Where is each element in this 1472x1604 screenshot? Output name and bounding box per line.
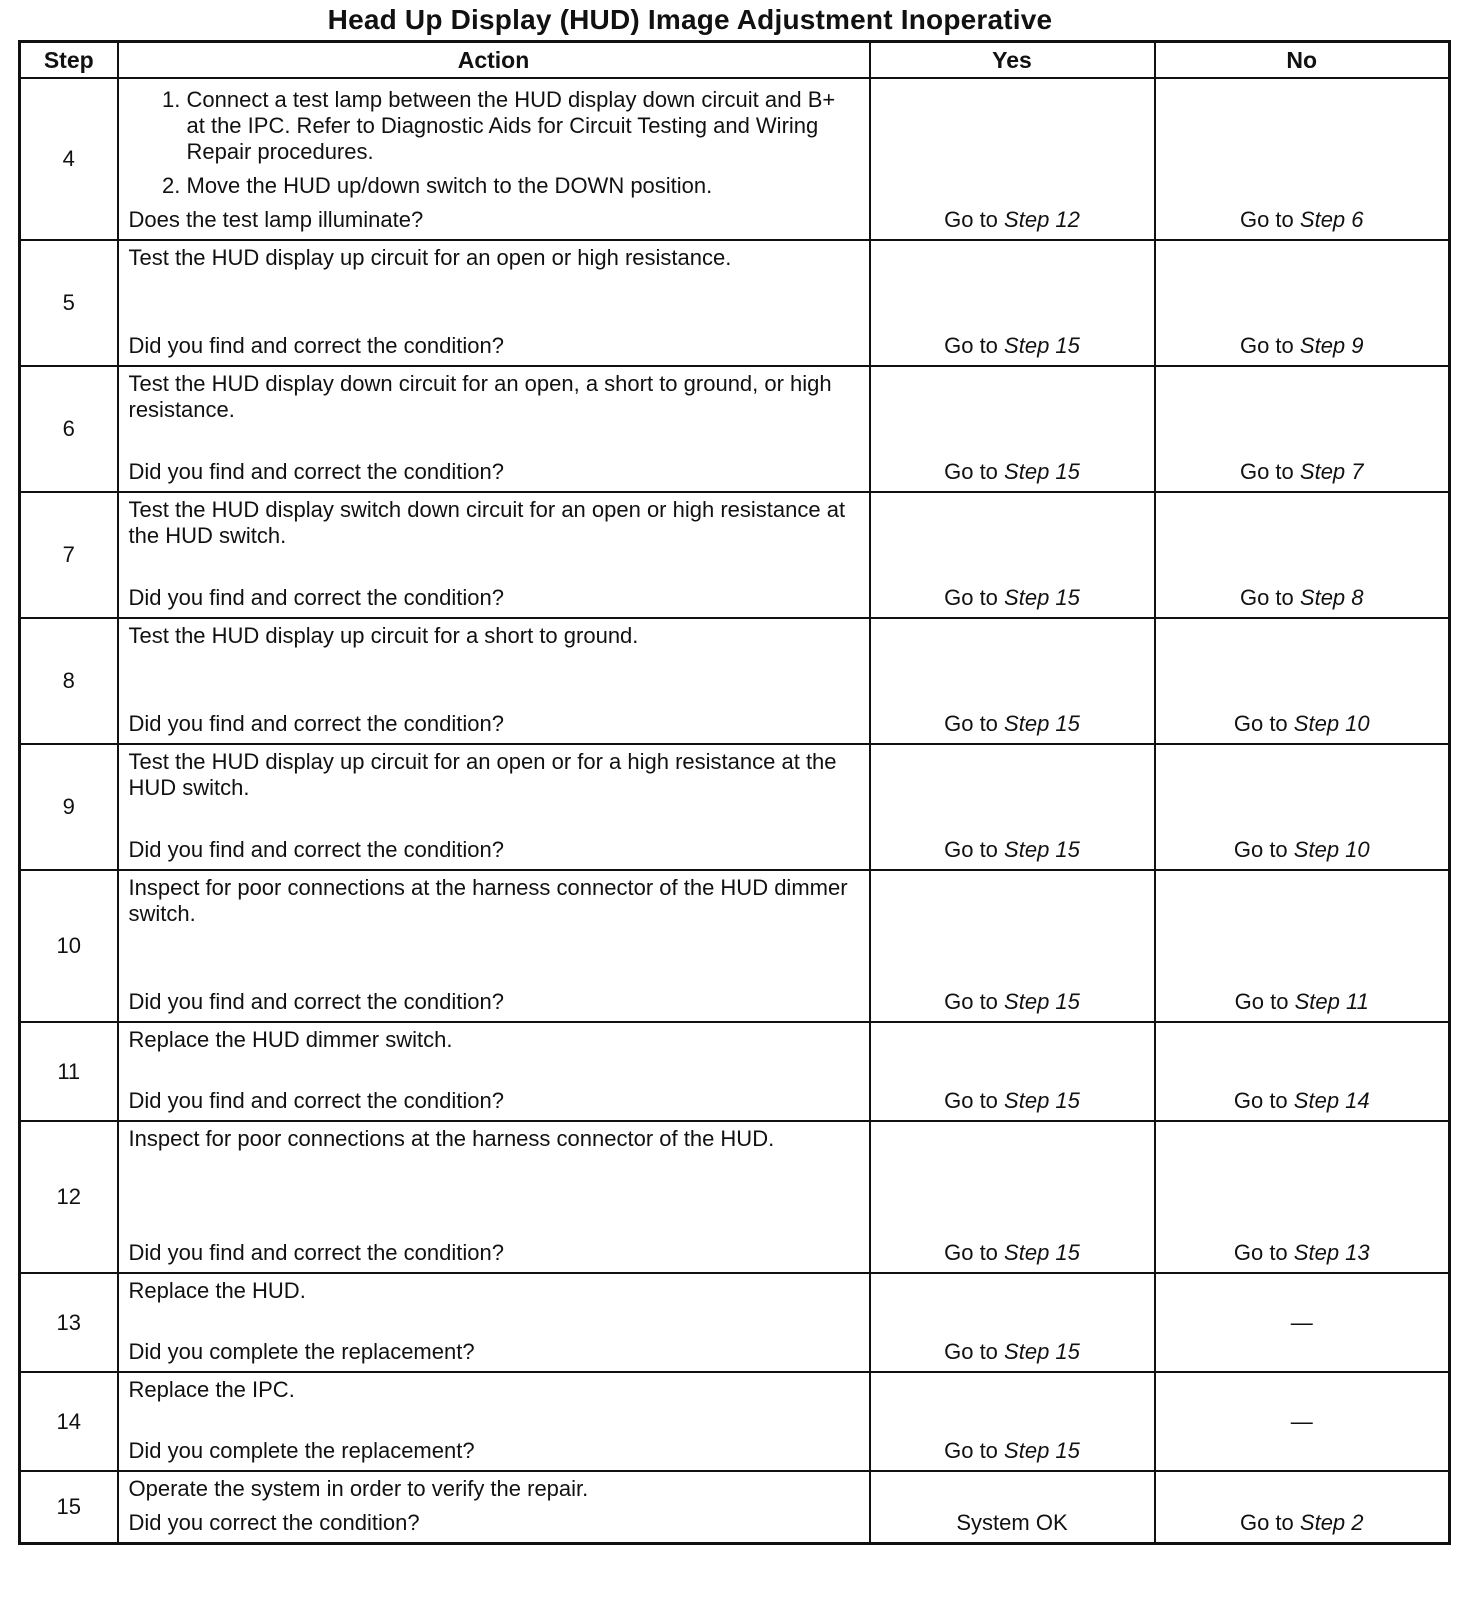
yes-cell xyxy=(870,1372,1155,1471)
step-number: 7 xyxy=(20,492,118,618)
no-prefix: Go to xyxy=(1239,1510,1294,1535)
action-text: Inspect for poor connections at the harness connector of the HUD. xyxy=(128,1126,775,1151)
table-row xyxy=(20,618,1450,744)
yes-step-link: Step 15 xyxy=(1004,989,1080,1014)
action-question: Does the test lamp illuminate? xyxy=(128,207,424,232)
action-text: Replace the IPC. xyxy=(128,1377,295,1402)
table-row xyxy=(20,744,1450,870)
no-cell xyxy=(1155,1022,1450,1121)
yes-prefix: Go to xyxy=(944,585,998,610)
step-number: 4 xyxy=(20,78,118,240)
yes-prefix: Go to xyxy=(944,1240,998,1265)
no-cell xyxy=(1155,870,1450,1022)
action-cell xyxy=(118,492,870,618)
no-cell: — xyxy=(1155,1372,1450,1471)
yes-prefix: Go to xyxy=(944,837,998,862)
step-number: 11 xyxy=(20,1022,118,1121)
yes-cell xyxy=(870,870,1155,1022)
yes-step-link: Step 15 xyxy=(1004,837,1080,862)
no-prefix: Go to xyxy=(1239,459,1294,484)
list-item: 2. Move the HUD up/down switch to the DOWN position. xyxy=(187,173,859,199)
action-cell xyxy=(118,744,870,870)
action-text: Operate the system in order to verify the repair. xyxy=(128,1476,589,1501)
step-number: 6 xyxy=(20,366,118,492)
yes-cell: System OK xyxy=(870,1471,1155,1544)
no-step-link: Step 6 xyxy=(1299,207,1364,232)
no-prefix: Go to xyxy=(1233,837,1288,862)
no-prefix: Go to xyxy=(1234,989,1289,1014)
no-step-link: Step 13 xyxy=(1293,1240,1370,1265)
action-cell xyxy=(118,78,870,240)
no-step-link: Step 2 xyxy=(1299,1510,1364,1535)
diagnostic-table-container xyxy=(18,40,1460,1545)
action-cell xyxy=(118,366,870,492)
no-cell xyxy=(1155,240,1450,366)
yes-cell xyxy=(870,1273,1155,1372)
action-cell xyxy=(118,240,870,366)
header-action: Action xyxy=(118,42,870,79)
header-step: Step xyxy=(20,42,118,79)
action-text: Test the HUD display up circuit for an open or for a high resistance at the HUD switch. xyxy=(128,749,837,800)
action-question: Did you find and correct the condition? xyxy=(128,837,504,862)
no-prefix: Go to xyxy=(1233,1088,1288,1113)
step-number: 5 xyxy=(20,240,118,366)
page-title: Head Up Display (HUD) Image Adjustment Inoperative xyxy=(327,4,1053,35)
yes-step-link: Step 15 xyxy=(1004,459,1080,484)
action-question: Did you find and correct the condition? xyxy=(128,1088,504,1113)
action-question: Did you find and correct the condition? xyxy=(128,989,504,1014)
no-cell xyxy=(1155,1471,1450,1544)
yes-prefix: Go to xyxy=(944,459,998,484)
yes-prefix: Go to xyxy=(944,207,998,232)
header-no: No xyxy=(1155,42,1450,79)
action-text: Replace the HUD dimmer switch. xyxy=(128,1027,453,1052)
yes-cell xyxy=(870,744,1155,870)
yes-cell xyxy=(870,618,1155,744)
no-step-link: Step 8 xyxy=(1299,585,1364,610)
yes-step-link: Step 15 xyxy=(1004,711,1080,736)
action-cell xyxy=(118,618,870,744)
action-cell xyxy=(118,870,870,1022)
no-prefix: Go to xyxy=(1233,1240,1288,1265)
action-text: Inspect for poor connections at the harness connector of the HUD dimmer switch. xyxy=(128,875,848,926)
diagnostic-table xyxy=(18,40,1451,1545)
yes-prefix: Go to xyxy=(944,711,998,736)
no-cell xyxy=(1155,744,1450,870)
header-yes: Yes xyxy=(870,42,1155,79)
action-text: Test the HUD display up circuit for an open or high resistance. xyxy=(128,245,732,270)
table-row xyxy=(20,870,1450,1022)
no-step-link: Step 10 xyxy=(1293,711,1370,736)
yes-prefix: Go to xyxy=(944,333,998,358)
yes-cell xyxy=(870,492,1155,618)
action-text: Test the HUD display switch down circuit for an open or high resistance at the HUD switch. xyxy=(128,497,846,548)
yes-prefix: Go to xyxy=(944,989,998,1014)
no-prefix: Go to xyxy=(1239,585,1294,610)
table-row xyxy=(20,1372,1450,1471)
no-cell xyxy=(1155,492,1450,618)
no-cell: — xyxy=(1155,1273,1450,1372)
yes-step-link: Step 15 xyxy=(1004,1339,1080,1364)
action-text: Test the HUD display down circuit for an open, a short to ground, or high resistance. xyxy=(128,371,832,422)
table-row xyxy=(20,366,1450,492)
action-text: Test the HUD display up circuit for a short to ground. xyxy=(128,623,639,648)
no-step-link: Step 7 xyxy=(1299,459,1364,484)
table-row xyxy=(20,1121,1450,1273)
yes-prefix: Go to xyxy=(944,1438,998,1463)
no-cell xyxy=(1155,78,1450,240)
yes-step-link: Step 15 xyxy=(1004,1438,1080,1463)
action-cell xyxy=(118,1121,870,1273)
action-cell xyxy=(118,1372,870,1471)
no-step-link: Step 10 xyxy=(1293,837,1370,862)
step-number: 15 xyxy=(20,1471,118,1544)
action-text: Replace the HUD. xyxy=(128,1278,306,1303)
yes-cell xyxy=(870,1121,1155,1273)
no-cell xyxy=(1155,1121,1450,1273)
action-question: Did you correct the condition? xyxy=(128,1510,420,1535)
action-question: Did you complete the replacement? xyxy=(128,1438,475,1463)
action-question: Did you find and correct the condition? xyxy=(128,711,504,736)
no-prefix: Go to xyxy=(1233,711,1288,736)
action-cell xyxy=(118,1471,870,1544)
yes-prefix: Go to xyxy=(944,1339,998,1364)
no-cell xyxy=(1155,366,1450,492)
step-number: 14 xyxy=(20,1372,118,1471)
yes-step-link: Step 15 xyxy=(1004,1240,1080,1265)
table-row xyxy=(20,1273,1450,1372)
table-row xyxy=(20,1471,1450,1544)
yes-prefix: Go to xyxy=(944,1088,998,1113)
table-row xyxy=(20,78,1450,240)
action-cell xyxy=(118,1022,870,1121)
action-cell xyxy=(118,1273,870,1372)
table-row xyxy=(20,240,1450,366)
yes-cell xyxy=(870,1022,1155,1121)
no-prefix: Go to xyxy=(1239,333,1294,358)
no-step-link: Step 14 xyxy=(1293,1088,1370,1113)
step-number: 10 xyxy=(20,870,118,1022)
step-number: 9 xyxy=(20,744,118,870)
table-row xyxy=(20,1022,1450,1121)
yes-cell xyxy=(870,366,1155,492)
table-row xyxy=(20,492,1450,618)
yes-step-link: Step 15 xyxy=(1004,1088,1080,1113)
header-row xyxy=(20,42,1450,79)
yes-step-link: Step 15 xyxy=(1004,333,1080,358)
no-step-link: Step 11 xyxy=(1294,989,1369,1014)
yes-step-link: Step 15 xyxy=(1004,585,1080,610)
no-step-link: Step 9 xyxy=(1299,333,1364,358)
yes-step-link: Step 12 xyxy=(1004,207,1080,232)
step-number: 12 xyxy=(20,1121,118,1273)
action-question: Did you find and correct the condition? xyxy=(128,333,504,358)
action-steps-list xyxy=(129,87,859,199)
action-question: Did you find and correct the condition? xyxy=(128,585,504,610)
action-question: Did you find and correct the condition? xyxy=(128,459,504,484)
action-question: Did you complete the replacement? xyxy=(128,1339,475,1364)
step-number: 8 xyxy=(20,618,118,744)
yes-cell xyxy=(870,240,1155,366)
list-item: 1. Connect a test lamp between the HUD display down circuit and B+ at the IPC. Refer to Diagnostic Aids for Circuit Testing and Wiring Repair procedures. xyxy=(187,87,859,165)
action-question: Did you find and correct the condition? xyxy=(128,1240,504,1265)
yes-cell xyxy=(870,78,1155,240)
no-prefix: Go to xyxy=(1239,207,1294,232)
no-cell xyxy=(1155,618,1450,744)
step-number: 13 xyxy=(20,1273,118,1372)
